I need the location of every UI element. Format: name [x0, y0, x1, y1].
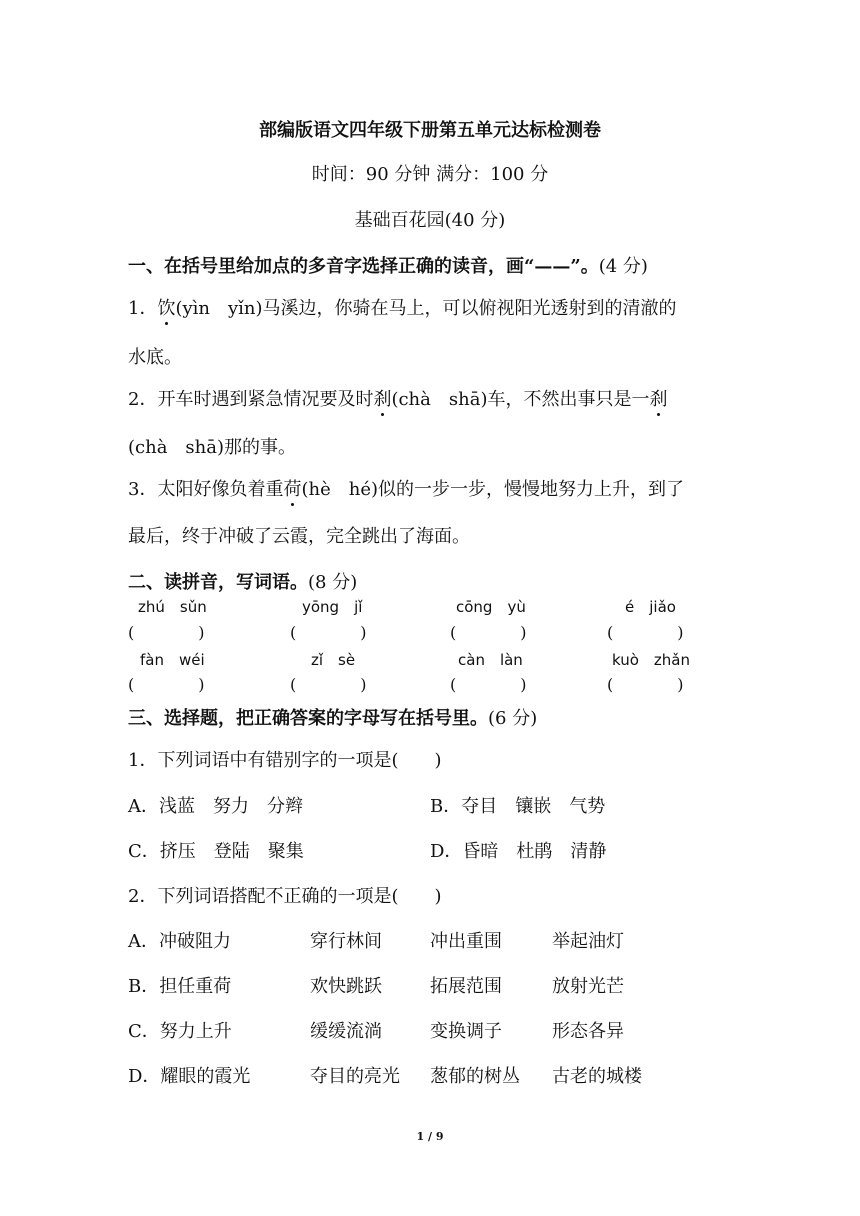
q2-heading-text: 二、读拼音，写词语。	[128, 572, 308, 593]
page-title: 部编版语文四年级下册第五单元达标检测卷	[259, 120, 601, 141]
pinyin-3: cōng yù	[456, 598, 526, 616]
q3-sub2-option-b[interactable]: B．担任重荷	[128, 976, 232, 997]
q3-sub1-option-d[interactable]: D．昏暗 杜鹃 清静	[430, 841, 607, 862]
q3-sub2-b-word3: 拓展范围	[430, 976, 502, 997]
q3-heading-text: 三、选择题，把正确答案的字母写在括号里。	[128, 708, 488, 729]
exam-meta: 时间：90 分钟 满分：100 分	[311, 164, 549, 185]
q1-item3-text-b: (hè hé)似的一步一步，慢慢地努力上升，到了	[301, 479, 684, 500]
pinyin-1: zhú sǔn	[138, 598, 207, 616]
answer-blank-8[interactable]: ( )	[607, 675, 684, 694]
q3-sub2-d-word2: 夺目的亮光	[310, 1066, 400, 1087]
q1-item2-line2: (chà shā)那的事。	[128, 437, 297, 458]
q2-heading	[128, 568, 357, 594]
q3-sub1-option-b[interactable]: B．夺目 镶嵌 气势	[430, 796, 606, 817]
q1-item1	[128, 294, 677, 320]
pinyin-5: fàn wéi	[140, 651, 205, 669]
section-title: 基础百花园(40 分)	[354, 210, 506, 231]
q1-item2	[128, 385, 667, 411]
q3-heading	[128, 704, 537, 730]
pinyin-4: é jiǎo	[625, 598, 676, 616]
answer-blank-5[interactable]: ( )	[128, 675, 205, 694]
q1-item1-line2: 水底。	[128, 347, 182, 368]
q3-sub2-c-word2: 缓缓流淌	[310, 1021, 382, 1042]
q1-item2-dotted-char-1: 刹	[373, 385, 391, 411]
q3-sub2-option-d[interactable]: D．耀眼的霞光	[128, 1066, 251, 1087]
q3-sub2-a-word3: 冲出重围	[430, 931, 502, 952]
answer-blank-7[interactable]: ( )	[450, 675, 527, 694]
answer-blank-6[interactable]: ( )	[290, 675, 367, 694]
q3-sub1-option-a[interactable]: A．浅蓝 努力 分辫	[128, 796, 303, 817]
q1-item3-dotted-char: 荷	[283, 475, 301, 501]
pinyin-6: zǐ sè	[311, 651, 356, 669]
q3-sub2-a-word4: 举起油灯	[552, 931, 624, 952]
q1-item1-dotted-char: 饮	[157, 294, 175, 320]
q1-item1-number: 1．	[128, 298, 158, 319]
page-number: 1 / 9	[416, 1130, 444, 1143]
q3-sub2-c-word3: 变换调子	[430, 1021, 502, 1042]
q3-sub2-a-word2: 穿行林间	[310, 931, 382, 952]
q3-sub1-option-c[interactable]: C．挤压 登陆 聚集	[128, 841, 304, 862]
q3-sub2-option-c[interactable]: C．努力上升	[128, 1021, 232, 1042]
q1-item2-dotted-char-2: 刹	[649, 385, 667, 411]
q1-item2-text-a: 2．开车时遇到紧急情况要及时	[128, 389, 374, 410]
q1-heading	[128, 252, 648, 278]
q3-sub2-d-word3: 葱郁的树丛	[430, 1066, 520, 1087]
q3-sub2-b-word2: 欢快跳跃	[310, 976, 382, 997]
q3-sub2-d-word4: 古老的城楼	[552, 1066, 642, 1087]
answer-blank-4[interactable]: ( )	[607, 623, 684, 642]
q1-item3-line2: 最后，终于冲破了云霞，完全跳出了海面。	[128, 526, 470, 547]
q3-sub2-stem: 2．下列词语搭配不正确的一项是( )	[128, 886, 442, 907]
q3-sub2-c-word4: 形态各异	[552, 1021, 624, 1042]
pinyin-2: yōng jǐ	[302, 598, 363, 616]
q1-points: (4 分)	[598, 256, 648, 277]
q2-points: (8 分)	[308, 572, 358, 593]
pinyin-7: càn làn	[458, 651, 523, 669]
q3-sub2-option-a[interactable]: A．冲破阻力	[128, 931, 231, 952]
pinyin-8: kuò zhǎn	[612, 651, 690, 669]
q3-sub1-stem: 1．下列词语中有错别字的一项是( )	[128, 750, 442, 771]
q1-item2-text-b: (chà shā)车，不然出事只是一	[391, 389, 650, 410]
answer-blank-3[interactable]: ( )	[450, 623, 527, 642]
q1-heading-text: 一、在括号里给加点的多音字选择正确的读音，画“——”。	[128, 256, 599, 277]
answer-blank-1[interactable]: ( )	[128, 623, 205, 642]
q1-item1-text: (yìn yǐn)马溪边，你骑在马上，可以俯视阳光透射到的清澈的	[175, 298, 677, 319]
q3-sub2-b-word4: 放射光芒	[552, 976, 624, 997]
answer-blank-2[interactable]: ( )	[290, 623, 367, 642]
q1-item3-text-a: 3．太阳好像负着重	[128, 479, 284, 500]
q3-points: (6 分)	[488, 708, 538, 729]
q1-item3	[128, 475, 684, 501]
